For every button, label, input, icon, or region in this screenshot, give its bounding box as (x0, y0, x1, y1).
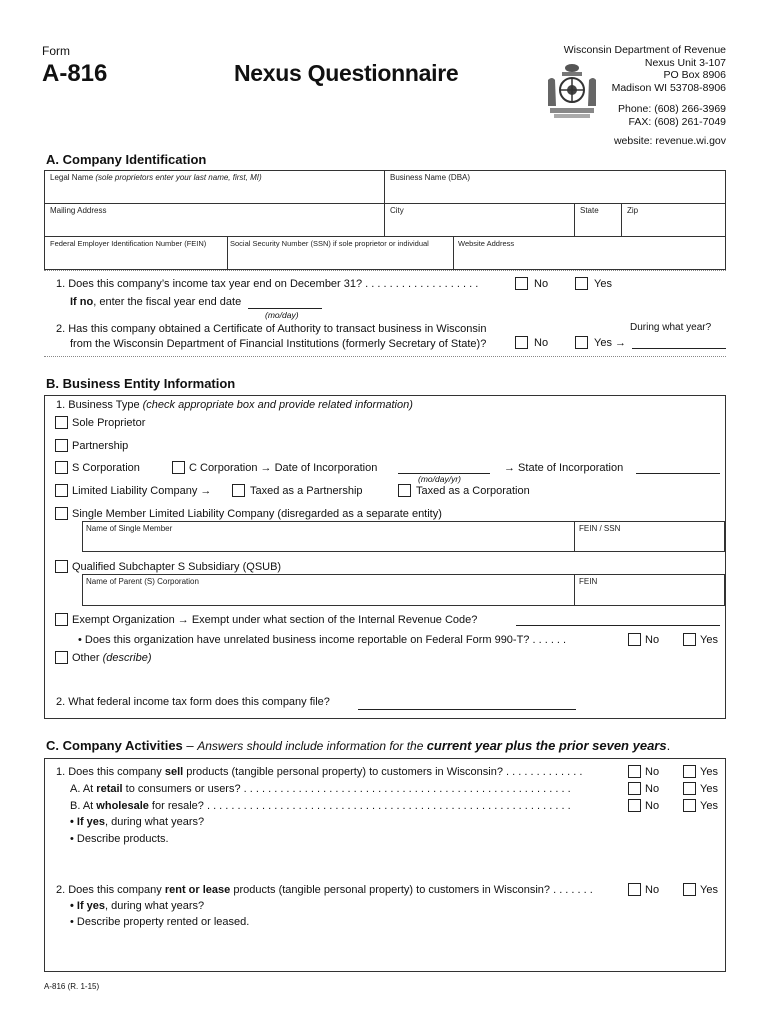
c1-text-a: 1. Does this company (56, 766, 165, 778)
fein-field[interactable]: Federal Employer Identification Number (FEIN) (50, 239, 207, 248)
question-b1 (56, 399, 413, 411)
a2-yes-checkbox[interactable] (575, 336, 588, 349)
page-title: Nexus Questionnaire (234, 60, 459, 86)
taxed-corp-label: Taxed as a Corporation (416, 485, 530, 497)
business-entity-box (44, 395, 726, 719)
state-of-incorporation-label: → State of Incorporation (504, 462, 624, 474)
c1a-yes-checkbox[interactable] (683, 782, 696, 795)
during-year-label: During what year? (630, 322, 712, 333)
c2-yes-checkbox[interactable] (683, 883, 696, 896)
a1-no-label: No (534, 278, 549, 290)
other-checkbox[interactable] (55, 651, 68, 664)
agency-city: Madison WI 53708-8906 (611, 81, 726, 94)
c1a-text-a: A. At (70, 783, 97, 795)
fiscal-year-prompt (70, 296, 241, 308)
mo-day-hint: (mo/day) (265, 310, 299, 320)
qsub-label: Qualified Subchapter S Subsidiary (QSUB) (72, 561, 282, 573)
exempt-org-checkbox[interactable] (55, 613, 68, 626)
section-c-subtitle: Answers should include information for the (197, 739, 427, 753)
c1-if-yes-rest: , during what years? (105, 816, 205, 828)
c1b-yes-checkbox[interactable] (683, 799, 696, 812)
c1-text-b: products (tangible personal property) to customers in Wisconsin? . . . . . . . . . . . . . (183, 766, 583, 778)
c1b-no-checkbox[interactable] (628, 799, 641, 812)
legal-name-label: Legal Name (50, 173, 96, 182)
fiscal-year-input[interactable] (248, 308, 322, 309)
unrelated-yes-label: Yes (700, 634, 718, 646)
other-label (72, 652, 151, 664)
question-a1: 1. Does this company’s income tax year end on December 31? . . . . . . . . . . . . . . . . . . . (56, 278, 479, 290)
c1b-text-b: for resale? . . . . . . . . . . . . . . . . . . . . . . . . . . . . . . . . . . . . . . . . . . . . . . . . . . . . . . . . . . . . (148, 800, 571, 812)
section-c-subtitle-bold: current year plus the prior seven years (426, 738, 667, 753)
c1-text-bold: sell (164, 766, 184, 778)
ssn-field[interactable]: Social Security Number (SSN) if sole proprietor or individual (230, 239, 429, 248)
fiscal-year-text: , enter the fiscal year end date (93, 296, 242, 308)
dba-field[interactable]: Business Name (DBA) (390, 173, 471, 182)
other-text: Other (72, 652, 103, 664)
a2-no-label: No (534, 337, 549, 349)
parent-corp-name-field[interactable]: Name of Parent (S) Corporation (86, 577, 199, 586)
question-a2: 2. Has this company obtained a Certificate of Authority to transact business in Wisconsin (56, 323, 487, 335)
c2-no-checkbox[interactable] (628, 883, 641, 896)
section-a-title: A. Company Identification (46, 152, 207, 167)
partnership-label: Partnership (72, 440, 129, 452)
c1b-text-bold: wholesale (96, 800, 149, 812)
c1a-text-bold: retail (96, 783, 123, 795)
smllc-label: Single Member Limited Liability Company (disregarded as a separate entity) (72, 508, 442, 520)
c1a-yes-label: Yes (700, 783, 718, 795)
a1-yes-label: Yes (594, 278, 612, 290)
unrelated-no-checkbox[interactable] (628, 633, 641, 646)
c1b-no-label: No (645, 800, 660, 812)
c1b-text-a: B. At (70, 800, 97, 812)
mo-day-yr-hint: (mo/day/yr) (418, 474, 461, 484)
question-c2 (56, 884, 593, 896)
a2-yes-label: Yes → (594, 337, 627, 349)
legal-name-field[interactable] (50, 173, 262, 182)
section-c-title (46, 738, 670, 753)
c2-describe-property[interactable]: • Describe property rented or leased. (70, 916, 250, 928)
parent-corp-fein-field[interactable]: FEIN (579, 577, 598, 586)
agency-unit: Nexus Unit 3-107 (644, 56, 726, 69)
agency-address (560, 44, 726, 94)
c2-text-a: 2. Does this company (56, 884, 165, 896)
section-b-title: B. Business Entity Information (46, 376, 236, 391)
question-b2: 2. What federal income tax form does this company file? (56, 696, 330, 708)
agency-phone: Phone: (608) 266-3969 (618, 103, 726, 115)
c2-yes-label: Yes (700, 884, 718, 896)
zip-field[interactable]: Zip (627, 206, 639, 215)
state-of-incorporation-input[interactable] (636, 473, 720, 474)
c1a-no-label: No (645, 783, 660, 795)
qsub-checkbox[interactable] (55, 560, 68, 573)
c2-text-b: products (tangible personal property) to customers in Wisconsin? . . . . . . . (230, 884, 593, 896)
legal-name-note: (sole proprietors enter your last name, first, MI) (95, 173, 262, 182)
smllc-checkbox[interactable] (55, 507, 68, 520)
section-c-dash: – (182, 738, 198, 753)
c1a-no-checkbox[interactable] (628, 782, 641, 795)
c2-if-yes-rest: , during what years? (105, 900, 205, 912)
question-c1a (70, 783, 571, 795)
federal-form-input[interactable] (358, 709, 576, 710)
form-number: A-816 (42, 60, 108, 87)
agency-name: Wisconsin Department of Revenue (563, 44, 726, 56)
a2-no-checkbox[interactable] (515, 336, 528, 349)
c1-no-checkbox[interactable] (628, 765, 641, 778)
agency-website: website: revenue.wi.gov (613, 135, 726, 147)
single-member-name-field[interactable]: Name of Single Member (86, 524, 173, 533)
s-corp-label: S Corporation (72, 462, 140, 474)
unrelated-income-question: • Does this organization have unrelated business income reportable on Federal Form 990-T? . . . . . . (78, 634, 567, 646)
agency-fax: FAX: (608) 261-7049 (628, 116, 726, 128)
a2-year-input[interactable] (632, 348, 726, 349)
c-corp-checkbox[interactable] (172, 461, 185, 474)
taxed-partnership-checkbox[interactable] (232, 484, 245, 497)
business-type-label: 1. Business Type (56, 399, 143, 411)
partnership-checkbox[interactable] (55, 439, 68, 452)
single-member-fein-field[interactable]: FEIN / SSN (579, 524, 621, 533)
business-type-note: (check appropriate box and provide related information) (142, 399, 413, 411)
form-label: Form (42, 44, 70, 58)
sole-proprietor-checkbox[interactable] (55, 416, 68, 429)
a1-yes-checkbox[interactable] (575, 277, 588, 290)
taxed-partnership-label: Taxed as a Partnership (250, 485, 363, 497)
agency-contact (560, 103, 726, 129)
mailing-address-field[interactable]: Mailing Address (50, 206, 107, 215)
unrelated-no-label: No (645, 634, 660, 646)
c1-if-yes-years[interactable] (70, 816, 204, 828)
c2-no-label: No (645, 884, 660, 896)
question-c1 (56, 766, 582, 778)
single-member-box (82, 521, 725, 552)
c1-yes-checkbox[interactable] (683, 765, 696, 778)
taxed-corp-checkbox[interactable] (398, 484, 411, 497)
a1-no-checkbox[interactable] (515, 277, 528, 290)
agency-pobox: PO Box 8906 (663, 69, 726, 81)
llc-label: Limited Liability Company → (72, 485, 212, 497)
c1-if-yes-bold: • If yes (70, 816, 106, 828)
c1-yes-label: Yes (700, 766, 718, 778)
c1b-yes-label: Yes (700, 800, 718, 812)
other-note: (describe) (102, 652, 152, 664)
c2-if-yes-years[interactable] (70, 900, 204, 912)
s-corp-checkbox[interactable] (55, 461, 68, 474)
c-corp-label: C Corporation → Date of Incorporation (189, 462, 378, 474)
c1a-text-b: to consumers or users? . . . . . . . . . . . . . . . . . . . . . . . . . . . . . . . . . . . . . . . . . . . . . . . . . . . . . . (122, 783, 571, 795)
c2-text-bold: rent or lease (164, 884, 231, 896)
c2-if-yes-bold: • If yes (70, 900, 106, 912)
website-field[interactable]: Website Address (458, 239, 515, 248)
irc-section-input[interactable] (516, 625, 720, 626)
city-field[interactable]: City (390, 206, 404, 215)
question-a2-cont: from the Wisconsin Department of Financial Institutions (formerly Secretary of State)? (70, 338, 487, 350)
llc-checkbox[interactable] (55, 484, 68, 497)
exempt-org-label: Exempt Organization → Exempt under what section of the Internal Revenue Code? (72, 614, 478, 626)
company-id-table (44, 170, 726, 270)
state-field[interactable]: State (580, 206, 599, 215)
sole-proprietor-label: Sole Proprietor (72, 417, 146, 429)
section-c-heading: C. Company Activities (46, 738, 183, 753)
form-revision: A-816 (R. 1-15) (44, 982, 100, 991)
section-c-period: . (666, 738, 671, 753)
unrelated-yes-checkbox[interactable] (683, 633, 696, 646)
c1-describe-products[interactable]: • Describe products. (70, 833, 169, 845)
if-no-text: If no (70, 296, 94, 308)
c1-no-label: No (645, 766, 660, 778)
question-c1b (70, 800, 571, 812)
